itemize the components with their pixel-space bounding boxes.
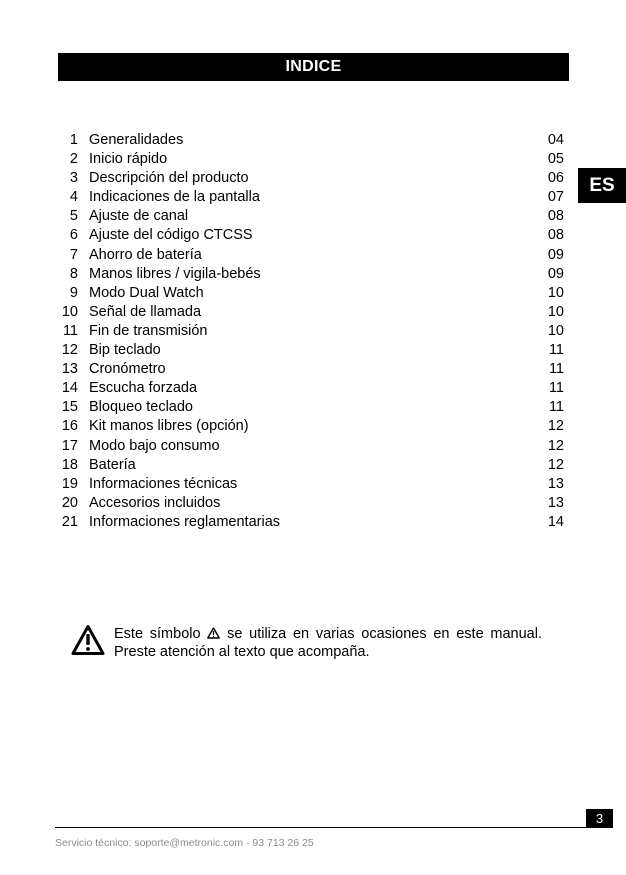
toc-entry-title: Descripción del producto bbox=[89, 170, 249, 187]
toc-entry-page: 13 bbox=[547, 475, 564, 492]
toc-entry-title: Informaciones técnicas bbox=[89, 475, 238, 492]
toc-entry-title: Manos libres / vigila-bebés bbox=[89, 265, 261, 282]
toc-entry-title: Informaciones reglamentarias bbox=[89, 513, 281, 530]
toc-entry-number: 12 bbox=[61, 342, 78, 359]
toc-entry-number: 21 bbox=[61, 513, 78, 530]
page-number-badge bbox=[586, 809, 613, 827]
toc-entry bbox=[58, 284, 564, 303]
toc-entry bbox=[58, 456, 564, 475]
toc-entry bbox=[58, 341, 564, 360]
toc-entry-title: Señal de llamada bbox=[89, 303, 202, 320]
language-tab bbox=[578, 168, 626, 203]
toc-entry-title: Modo bajo consumo bbox=[89, 437, 220, 454]
note-text-before: Este símbolo bbox=[114, 626, 201, 642]
toc-entry-number: 1 bbox=[69, 132, 78, 148]
toc-entry-page: 11 bbox=[548, 342, 564, 359]
toc-entry bbox=[58, 150, 564, 169]
toc-entry-page: 06 bbox=[547, 170, 564, 187]
toc-entry bbox=[58, 513, 564, 532]
toc-entry bbox=[58, 303, 564, 322]
toc-entry-title: Fin de transmisión bbox=[89, 322, 208, 339]
toc-entry bbox=[58, 360, 564, 379]
toc-entry-title: Modo Dual Watch bbox=[89, 284, 204, 301]
toc-entry-page: 14 bbox=[547, 513, 564, 530]
toc-entry-page: 09 bbox=[547, 265, 564, 282]
page-title: INDICE bbox=[285, 58, 342, 75]
toc-entry bbox=[58, 322, 564, 341]
toc-entry-number: 4 bbox=[69, 189, 78, 206]
toc-entry-title: Ahorro de batería bbox=[89, 246, 202, 263]
toc-entry-number: 5 bbox=[69, 208, 78, 225]
toc-entry bbox=[58, 417, 564, 436]
toc-entry bbox=[58, 131, 564, 150]
toc-entry-title: Escucha forzada bbox=[89, 380, 198, 397]
toc-entry-title: Accesorios incluidos bbox=[89, 494, 221, 511]
toc-entry-page: 11 bbox=[548, 399, 564, 416]
toc-entry-title: Bloqueo teclado bbox=[89, 399, 193, 416]
toc-entry-page: 09 bbox=[547, 246, 564, 263]
toc-entry-page: 12 bbox=[547, 437, 564, 454]
page-number: 3 bbox=[595, 810, 604, 826]
toc-entry bbox=[58, 398, 564, 417]
toc-entry-page: 10 bbox=[547, 284, 564, 301]
toc-entry-number: 9 bbox=[69, 284, 78, 301]
note-line-1 bbox=[114, 625, 542, 643]
index-title-bar bbox=[58, 53, 569, 81]
toc-entry-title: Ajuste de canal bbox=[89, 208, 189, 225]
toc-entry bbox=[58, 188, 564, 207]
toc-entry-page: 05 bbox=[547, 151, 564, 168]
toc-entry bbox=[58, 379, 564, 398]
toc-entry-number: 19 bbox=[61, 475, 78, 492]
toc-entry-title: Cronómetro bbox=[89, 361, 166, 378]
toc-entry-page: 08 bbox=[547, 208, 564, 225]
toc-entry bbox=[58, 207, 564, 226]
toc-entry-title: Batería bbox=[89, 456, 136, 473]
toc-entry-number: 13 bbox=[61, 361, 78, 378]
toc-entry-page: 07 bbox=[547, 189, 564, 206]
footer-divider bbox=[55, 827, 613, 828]
toc-entry-number: 18 bbox=[61, 456, 78, 473]
toc-entry bbox=[58, 494, 564, 513]
toc-entry-number: 8 bbox=[69, 265, 78, 282]
toc-entry-title: Bip teclado bbox=[89, 342, 161, 359]
toc-entry-number: 6 bbox=[69, 227, 78, 244]
toc-entry-number: 15 bbox=[61, 399, 78, 416]
note-line-2: Preste atención al texto que acompaña. bbox=[114, 644, 370, 660]
toc-entry-page: 12 bbox=[547, 456, 564, 473]
toc-entry bbox=[58, 169, 564, 188]
warning-triangle-icon bbox=[71, 624, 105, 656]
toc-entry-title: Indicaciones de la pantalla bbox=[89, 189, 260, 206]
table-of-contents bbox=[58, 131, 564, 532]
toc-entry bbox=[58, 246, 564, 265]
toc-entry-page: 10 bbox=[547, 322, 564, 339]
toc-entry-number: 10 bbox=[61, 303, 78, 320]
toc-entry-number: 16 bbox=[61, 418, 78, 435]
toc-entry-page: 11 bbox=[548, 380, 564, 397]
toc-entry-page: 08 bbox=[547, 227, 564, 244]
toc-entry-number: 11 bbox=[62, 322, 78, 339]
toc-entry-title: Generalidades bbox=[89, 132, 184, 148]
toc-entry-page: 04 bbox=[547, 132, 564, 148]
toc-entry-title: Ajuste del código CTCSS bbox=[89, 227, 253, 244]
toc-entry-page: 10 bbox=[547, 303, 564, 320]
toc-entry-page: 11 bbox=[548, 361, 564, 378]
toc-entry-title: Kit manos libres (opción) bbox=[89, 418, 249, 435]
toc-entry bbox=[58, 475, 564, 494]
warning-note bbox=[114, 625, 542, 661]
toc-entry-number: 17 bbox=[61, 437, 78, 454]
toc-entry bbox=[58, 226, 564, 245]
language-code: ES bbox=[589, 174, 615, 196]
note-text-after: se utiliza en varias ocasiones en este manual. bbox=[227, 626, 542, 642]
toc-entry-title: Inicio rápido bbox=[89, 151, 168, 168]
inline-warning-icon bbox=[207, 627, 220, 639]
toc-entry-number: 2 bbox=[69, 151, 78, 168]
toc-entry-number: 7 bbox=[69, 246, 78, 263]
toc-entry-number: 3 bbox=[69, 170, 78, 187]
toc-entry-page: 13 bbox=[547, 494, 564, 511]
toc-entry bbox=[58, 437, 564, 456]
footer-contact: Servicio técnico: soporte@metronic.com · 93 713 26 25 bbox=[55, 837, 314, 849]
toc-entry-number: 14 bbox=[61, 380, 78, 397]
toc-entry-page: 12 bbox=[547, 418, 564, 435]
toc-entry-number: 20 bbox=[61, 494, 78, 511]
toc-entry bbox=[58, 265, 564, 284]
